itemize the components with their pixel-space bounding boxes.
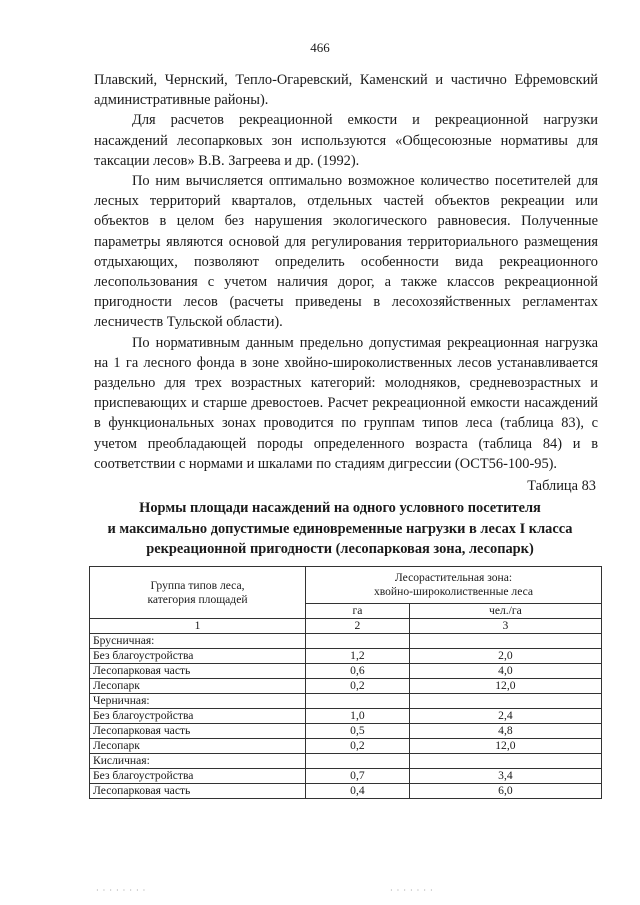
row-label: Лесопарковая часть	[90, 724, 306, 739]
norms-table	[89, 566, 602, 799]
table-row	[90, 769, 602, 784]
table-title-line-3: рекреационной пригодности (лесопарковая зона, лесопарк)	[146, 541, 534, 557]
cell-ha: 0,5	[306, 724, 410, 739]
header-zone-line-2: хвойно-широколиственные леса	[373, 585, 534, 598]
row-label: Брусничная:	[90, 634, 306, 649]
scan-artifact: · · · · · · ·	[390, 886, 434, 895]
table-row	[90, 679, 602, 694]
row-label: Черничная:	[90, 694, 306, 709]
header-unit-ha: га	[306, 604, 410, 619]
cell-people: 2,4	[409, 709, 601, 724]
cell-ha: 0,2	[306, 739, 410, 754]
column-number-2: 2	[306, 619, 410, 634]
row-label: Без благоустройства	[90, 709, 306, 724]
row-label: Без благоустройства	[90, 649, 306, 664]
table-title-line-1: Нормы площади насаждений на одного условного посетителя	[139, 500, 541, 516]
cell-ha: 0,2	[306, 679, 410, 694]
column-number-1: 1	[90, 619, 306, 634]
table-row	[90, 709, 602, 724]
cell-people: 3,4	[409, 769, 601, 784]
paragraph-3: По ним вычисляется оптимально возможное количество посетителей для лесных территорий кварталов, отдельных частей объектов рекреации или объектов в целом без нарушения экологического равновесия. Полученные параметры являются основой для регулирования территориального размещения отдыхающих, позволяют определить особенности вида рекреационного лесопользования с учетом наличия дорог, а также классов рекреационной пригодности лесов (расчеты приведены в лесохозяйственных регламентах лесничеств Тульской области).	[94, 173, 598, 331]
table-row	[90, 724, 602, 739]
cell-people: 6,0	[409, 784, 601, 799]
cell-people: 12,0	[409, 739, 601, 754]
cell-ha: 0,6	[306, 664, 410, 679]
table-row-group	[90, 754, 602, 769]
column-number-3: 3	[409, 619, 601, 634]
cell-people: 12,0	[409, 679, 601, 694]
row-label: Лесопарковая часть	[90, 784, 306, 799]
header-forest-group	[90, 567, 306, 619]
paragraph-4: По нормативным данным предельно допустимая рекреационная нагрузка на 1 га лесного фонда в зоне хвойно-широколиственных лесов устанавливается раздельно для трех возрастных категорий: молодняков, средневозрастных и приспевающих и старше древостоев. Расчет рекреационной емкости насаждений в функциональных зонах проводится по группам типов леса (таблица 83), с учетом преобладающей породы определенного возраста (таблица 84) и в соответствии с нормами и шкалами по стадиям дигрессии (ОСТ56-100-95).	[94, 334, 598, 472]
cell-people: 4,8	[409, 724, 601, 739]
body-text	[94, 70, 598, 474]
table-row	[90, 739, 602, 754]
table-row	[90, 784, 602, 799]
cell-ha: 1,0	[306, 709, 410, 724]
cell-ha: 1,2	[306, 649, 410, 664]
header-unit-people: чел./га	[409, 604, 601, 619]
cell-ha: 0,7	[306, 769, 410, 784]
page-number: 466	[310, 40, 330, 55]
cell-ha: 0,4	[306, 784, 410, 799]
table-row	[90, 649, 602, 664]
header-zone	[306, 567, 602, 604]
header-forest-group-line-2: категория площадей	[147, 592, 248, 606]
table-title	[70, 498, 610, 560]
paragraph-1: Плавский, Чернский, Тепло-Огаревский, Каменский и частично Ефремовский административные районы).	[94, 72, 598, 109]
header-zone-line-1: Лесорастительная зона:	[394, 571, 513, 584]
row-label: Лесопарковая часть	[90, 664, 306, 679]
table-label: Таблица 83	[527, 478, 596, 494]
cell-people: 4,0	[409, 664, 601, 679]
cell-people: 2,0	[409, 649, 601, 664]
table-title-line-2: и максимально допустимые единовременные нагрузки в лесах I класса	[107, 520, 573, 537]
row-label: Без благоустройства	[90, 769, 306, 784]
table-row-group	[90, 634, 602, 649]
scan-artifact: · · · · · · · ·	[96, 886, 147, 895]
table-row	[90, 664, 602, 679]
row-label: Кисличная:	[90, 754, 306, 769]
row-label: Лесопарк	[90, 739, 306, 754]
table-row-group	[90, 694, 602, 709]
header-forest-group-line-1: Группа типов леса,	[150, 578, 245, 592]
paragraph-2: Для расчетов рекреационной емкости и рекреационной нагрузки насаждений лесопарковых зон используются «Общесоюзные нормативы для таксации лесов» В.В. Загреева и др. (1992).	[94, 112, 598, 169]
row-label: Лесопарк	[90, 679, 306, 694]
